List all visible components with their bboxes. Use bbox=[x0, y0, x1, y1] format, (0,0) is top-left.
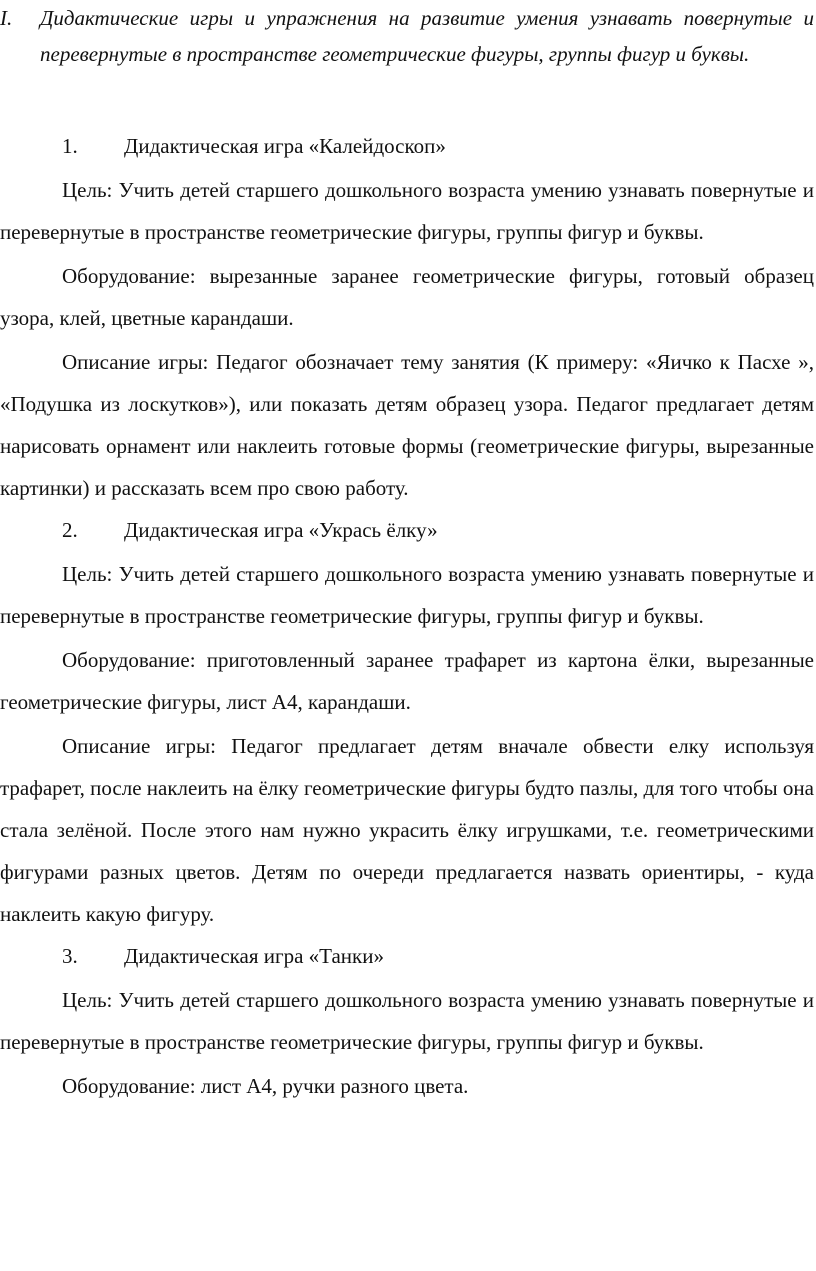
game-goal-3: Цель: Учить детей старшего дошкольного возраста умению узнавать повернутые и перевернутые в пространстве геометрические фигуры, группы фигур и буквы. bbox=[0, 988, 814, 1054]
game-goal-1: Цель: Учить детей старшего дошкольного возраста умению узнавать повернутые и перевернутые в пространстве геометрические фигуры, группы фигур и буквы. bbox=[0, 178, 814, 244]
game-number: 1. bbox=[62, 134, 78, 158]
section-title: Дидактические игры и упражнения на развитие умения узнавать повернутые и перевернутые в пространстве геометрические фигуры, группы фигур и буквы. bbox=[40, 6, 814, 66]
section-heading bbox=[0, 0, 814, 72]
game-number: 3. bbox=[62, 944, 78, 968]
game-description-2: Описание игры: Педагог предлагает детям вначале обвести елку используя трафарет, после наклеить на ёлку геометрические фигуры будто пазлы, для того чтобы она стала зелёной. После этого нам нужно украсить ёлку игрушками, т.е. геометрическими фигурами разных цветов. Детям по очереди предлагается назвать ориентиры, - куда наклеить какую фигуру. bbox=[0, 734, 814, 926]
game-equipment-3: Оборудование: лист А4, ручки разного цвета. bbox=[62, 1074, 469, 1098]
game-equipment-2: Оборудование: приготовленный заранее трафарет из картона ёлки, вырезанные геометрические фигуры, лист А4, карандаши. bbox=[0, 648, 814, 714]
game-title-text: Дидактическая игра «Калейдоскоп» bbox=[124, 134, 446, 158]
section-number: I. bbox=[0, 6, 13, 30]
game-title-3 bbox=[0, 935, 814, 977]
game-equipment-1: Оборудование: вырезанные заранее геометрические фигуры, готовый образец узора, клей, цветные карандаши. bbox=[0, 264, 814, 330]
game-title-text: Дидактическая игра «Укрась ёлку» bbox=[124, 518, 438, 542]
game-title-1 bbox=[0, 125, 814, 167]
game-title-2 bbox=[0, 509, 814, 551]
game-title-text: Дидактическая игра «Танки» bbox=[124, 944, 384, 968]
document-body bbox=[0, 125, 814, 1107]
game-description-1: Описание игры: Педагог обозначает тему занятия (К примеру: «Яичко к Пасхе », «Подушка из лоскутков»), или показать детям образец узора. Педагог предлагает детям нарисовать орнамент или наклеить готовые формы (геометрические фигуры, вырезанные картинки) и рассказать всем про свою работу. bbox=[0, 350, 814, 500]
game-goal-2: Цель: Учить детей старшего дошкольного возраста умению узнавать повернутые и перевернутые в пространстве геометрические фигуры, группы фигур и буквы. bbox=[0, 562, 814, 628]
game-number: 2. bbox=[62, 518, 78, 542]
